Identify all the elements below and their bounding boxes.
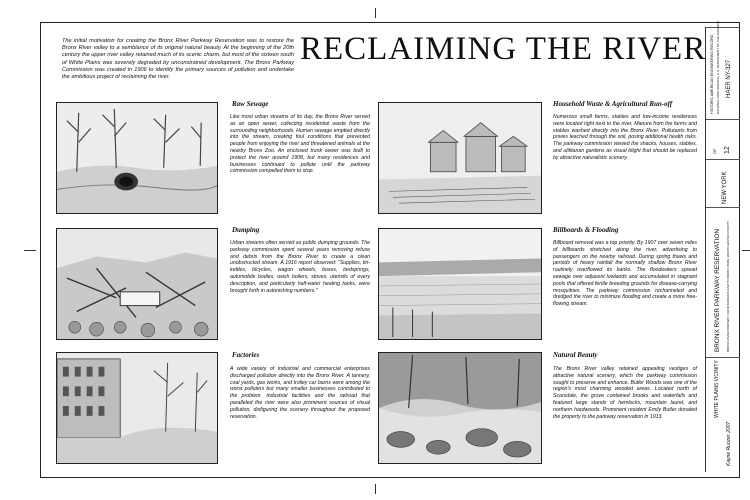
section-body-factories: A wide variety of industrial and commercial enterprises discharged pollution directly into the Bronx River. A tannery, coal yards, gas works, and trolley car barns were among the worst polluters but many smaller businesses contributed to the problem. Industrial facilities and the railroad that paralleled the river were also prominent sources of visual pollution, disfiguring the scenery throughout the proposed reservation. [230,366,370,420]
registration-mark-bottom [375,484,376,494]
title-block-agency-cell [706,20,740,119]
title-block-project-cell [706,207,740,357]
title-block-state-cell [706,159,740,207]
sheet-of-label: OF [712,148,717,154]
section-body-natural-beauty: The Bronx River valley retained appealing vestiges of attractive natural scenery, which the parkway commission sought to preserve and enhance. Butler Woods was one of the region's most charming wooded areas. Located north of Scarsdale, the grove contained brooks and waterfalls and featured large stands of hemlocks, mountain laurel, and northern hardwoods. Prominent resident Emily Butler donated the property to the parkway reservation in 1913. [553,366,697,420]
title-block [705,20,740,472]
section-title-raw-sewage: Raw Sewage [232,100,269,108]
project-location: BRONX RIVER PARKWAY, FROM KENSICO DAM TO BRONX PARK, WESTCHESTER COUNTY [726,220,730,352]
section-title-billboards-flooding: Billboards & Flooding [553,226,619,234]
state-name: NEW YORK [722,171,728,204]
agency-name: HISTORIC AMERICAN ENGINEERING RECORD [710,34,714,114]
section-body-raw-sewage: Like most urban streams of its day, the Bronx River served as an open sewer, collecting residential waste from the surrounding neighborhoods. Human sewage emptied directly into the stream, creating foul conditions that prevented people from enjoying the river and threatened animals at the nearby Bronx Zoo. An enclosed trunk sewer was built to protect the river around 1908, but many residences and businesses continued to pollute until the parkway commission compelled them to stop. [230,114,370,175]
sheet-number: 12 [724,146,731,154]
section-title-natural-beauty: Natural Beauty [553,351,598,359]
delineator-name: Kayne Ruozer 2007 [726,421,732,466]
photo-factories [56,352,218,464]
county-name: WHITE PLAINS VICINITY [714,360,720,418]
department-name: NATIONAL PARK SERVICE, U.S. DEPARTMENT OF THE INTERIOR [716,20,720,114]
intro-paragraph: The initial motivation for creating the Bronx River Parkway Reservation was to restore the Bronx River valley to a semblance of its original natural beauty. At the beginning of the 20th century the upper river valley retained much of its scenic charm, but most of the sixteen south of White Plains was severely degraded by unconstrained development. The Bronx Parkway Commission was created in 1906 to identify the primary sources of pollution and undertake the ambitious project of reclaiming the river. [62,38,294,81]
photo-household-waste [378,102,542,214]
section-body-dumping: Urban streams often served as public dumping grounds. The parkway commission spent several years removing refuse and debris from the Bronx River to create a clean unobstructed stream. A 1916 report observed: "Supplies, tin-kettles, bicycles, wagon wheels, boxes, bedsprings, automobile bodies, wash boilers, stoves, utensils of every description, and particularly half-water heating tanks, were brought forth in astonishing numbers." [230,240,370,294]
section-body-household-waste: Numerous small farms, stables and low-income residences were located right next to the river. Manure from the farms and stables washed directly into the Bronx River. Pollutants from privies leached through the soil, posing additional health risks. The parkway commission viewed the shacks, houses, stables, and utilitarian gardens as visual blight that should be replaced by attractive naturalistic scenery. [553,114,697,161]
section-title-household-waste: Household Waste & Agricultural Run-off [553,100,673,108]
page-title: RECLAIMING THE RIVER [300,31,707,67]
registration-mark-right [742,250,750,251]
project-name: BRONX RIVER PARKWAY RESERVATION [714,229,721,352]
photo-raw-sewage [56,102,218,214]
section-title-dumping: Dumping [232,226,260,234]
title-block-sheet-cell [706,119,740,159]
photo-dumping [56,228,218,340]
photo-natural-beauty [378,352,542,464]
registration-mark-top [375,8,376,18]
section-title-factories: Factories [232,351,260,359]
title-block-county-cell [706,357,740,472]
photo-billboards-flooding [378,228,542,340]
registration-mark-left [24,250,36,251]
hd-code: HAER NY-327 [726,59,732,98]
section-body-billboards-flooding: Billboard removal was a top priority. By 1907 over seven miles of billboards stretched along the river, advertising to passengers on the nearby railroad. During spring thaws and periods of heavy rainfall the normally shallow Bronx River routinely overflowed its banks. The floodwaters spread sewage over adjacent lowlands and accumulated in stagnant pools that offered fertile breeding grounds for disease-carrying mosquitoes. The parkway commission rechanneled and dredged the river to minimize flooding and create a more free-flowing stream. [553,240,697,308]
